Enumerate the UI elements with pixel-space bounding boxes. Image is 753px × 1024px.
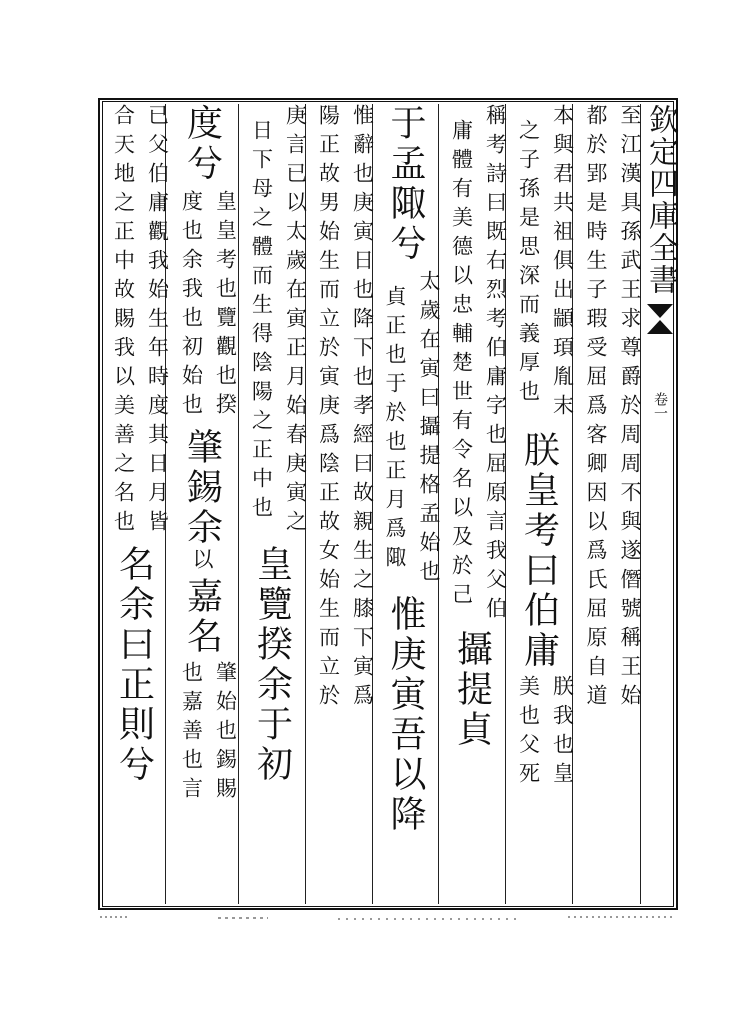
annotation-left: 日下母之體而生得陰陽之正中也	[249, 118, 274, 525]
annotation-right: 本與君共祖俱出顓頊胤末	[550, 104, 575, 423]
main-text: 惟庚寅吾以降	[385, 595, 426, 835]
annotation-right: 庚言已以太歲在寅正月始春庚寅之	[283, 104, 308, 539]
annotation-pair	[505, 104, 573, 423]
text-column-7	[165, 104, 238, 904]
annotation-pair	[438, 104, 506, 626]
text-column-1	[572, 104, 640, 904]
fish-tail-mark	[645, 302, 675, 336]
annotation-right: 皇皇考也覽觀也揆	[213, 190, 238, 422]
annotation-pair	[305, 104, 373, 713]
annotation-right: 肇始也錫賜	[213, 661, 238, 806]
text-column-2	[505, 104, 575, 904]
annotation-pair	[572, 104, 640, 713]
main-text: 度兮	[181, 104, 223, 184]
main-text: 于孟陬兮	[385, 104, 426, 264]
annotation-right: 惟辭也庚寅日也降下也孝經曰故親生之膝下寅爲	[350, 104, 375, 713]
text-column-8	[102, 104, 170, 904]
text-column-5	[305, 104, 375, 904]
text-column-4	[372, 104, 441, 904]
main-text-small: 以	[190, 548, 214, 577]
annotation-left: 度也余我也初始也	[179, 190, 204, 422]
annotation-right: 已父伯庸觀我始生年時度其日月皆	[145, 104, 170, 539]
text-column-6	[238, 104, 308, 904]
annotation-left: 也嘉善也言	[179, 661, 204, 806]
annotation-pair	[168, 661, 236, 806]
annotation-pair	[505, 675, 573, 791]
annotation-pair	[238, 104, 306, 539]
annotation-right: 稱考詩曰既右烈考伯庸字也屈原言我父伯	[483, 104, 508, 626]
annotation-left: 陽正故男始生而立於寅庚爲陰正故女始生而立於	[316, 104, 341, 713]
annotation-pair	[100, 104, 168, 539]
book-title: 欽定四庫全書	[643, 104, 678, 296]
main-text: 肇錫余	[181, 428, 223, 548]
annotation-left: 合天地之正中故賜我以美善之名也	[111, 104, 136, 539]
annotation-right: 太歲在寅曰攝提格孟始也	[417, 270, 441, 589]
annotation-pair	[168, 190, 236, 422]
main-text: 朕皇考曰伯庸	[518, 431, 560, 671]
juan-label: 卷一	[652, 392, 668, 420]
text-column-3	[438, 104, 508, 904]
main-text: 皇覽揆余于初	[251, 545, 293, 785]
annotation-right: 朕我也皇	[550, 675, 575, 791]
annotation-left: 美也父死	[516, 675, 541, 791]
main-text: 攝提貞	[451, 630, 493, 750]
annotation-pair	[371, 270, 439, 589]
annotation-left: 庸體有美德以忠輔楚世有令名以及於己	[449, 118, 474, 612]
annotation-left: 之子孫是思深而義厚也	[516, 118, 541, 409]
annotation-left: 都於郢是時生子瑕受屈爲客卿因以爲氏屈原自道	[584, 104, 608, 713]
annotation-right: 至江漢具孫武王求尊爵於周周不與遂僭號稱王始	[618, 104, 642, 713]
annotation-left: 貞正也于於也正月爲陬	[383, 284, 407, 575]
main-text: 名余曰正則兮	[113, 545, 155, 785]
bottom-specks	[98, 915, 678, 935]
header-column	[644, 104, 676, 904]
main-text: 嘉名	[181, 577, 223, 657]
page-frame	[98, 98, 678, 910]
